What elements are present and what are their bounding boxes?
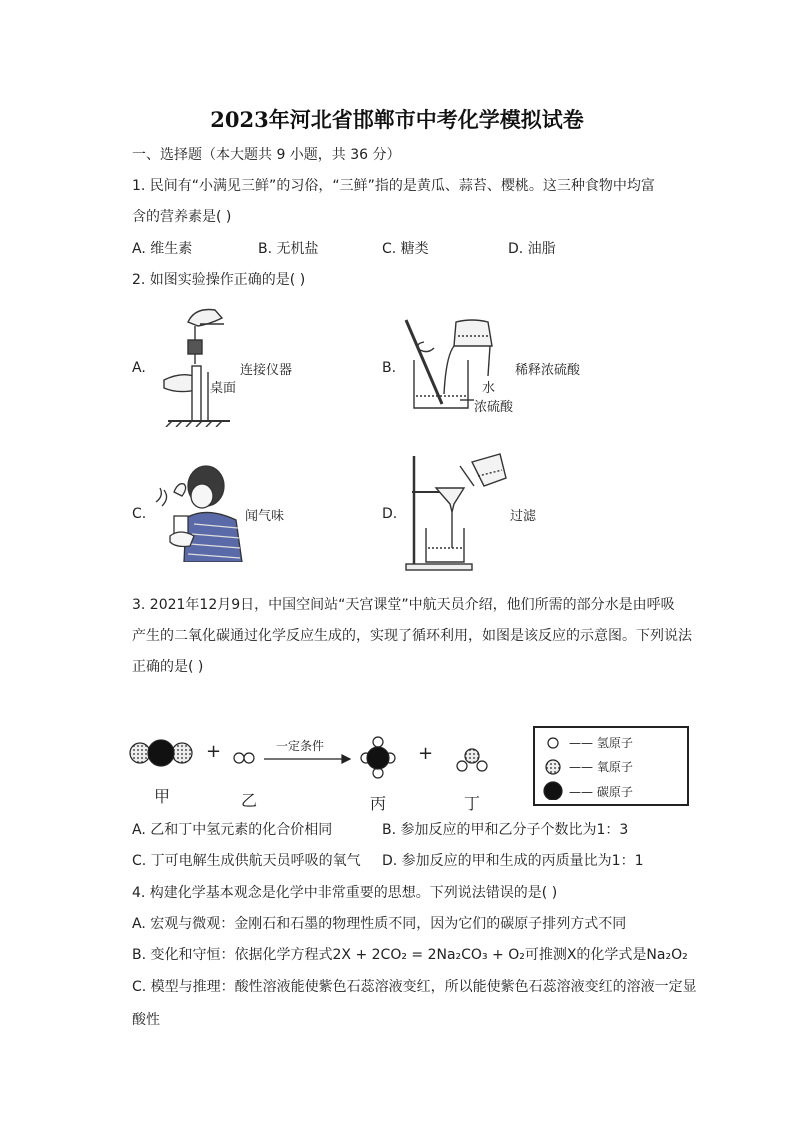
q1-stem-line1: 1. 民间有“小满见三鲜”的习俗，“三鲜”指的是黄瓜、蒜苔、樱桃。这三种食物中均富 (132, 178, 655, 194)
connect-apparatus-figure (160, 302, 250, 427)
q1-option-c: C. 糖类 (382, 241, 429, 257)
q4-option-a: A. 宏观与微观：金刚石和石墨的物理性质不同，因为它们的碳原子排列方式不同 (132, 916, 627, 932)
label-ding: 丁 (464, 794, 481, 813)
label-jia: 甲 (154, 787, 171, 806)
q2-c-caption: 闻气味 (245, 509, 285, 524)
q2-b-acid-label: 浓硫酸 (474, 400, 514, 415)
filtration-figure (402, 452, 512, 572)
ding-hydrogen-1 (457, 761, 467, 771)
q3-option-b: B. 参加反应的甲和乙分子个数比为1：3 (382, 822, 629, 838)
legend-oxygen: —— 氧原子 (569, 760, 633, 774)
plus-sign-2: + (418, 743, 434, 764)
q1-option-d: D. 油脂 (508, 241, 556, 257)
q1-option-b: B. 无机盐 (258, 241, 319, 257)
q3-stem-line2: 产生的二氧化碳通过化学反应生成的，实现了循环利用，如图是该反应的示意图。下列说法 (132, 628, 692, 644)
q3-option-d: D. 参加反应的甲和生成的丙质量比为1：1 (382, 853, 644, 869)
q3-stem-line1: 3. 2021年12月9日，中国空间站“天宫课堂”中航天员介绍，他们所需的部分水是由呼吸 (132, 597, 675, 613)
q1-option-a: A. 维生素 (132, 241, 193, 257)
page-title: 2023年河北省邯郸市中考化学模拟试卷 (210, 107, 584, 132)
q4-option-c-line2: 酸性 (132, 1012, 160, 1028)
ding-oxygen (465, 749, 479, 763)
q2-a-letter: A. (132, 360, 146, 376)
legend-hydrogen: —— 氢原子 (569, 736, 633, 750)
smell-gas-figure (150, 462, 245, 562)
jia-carbon (148, 740, 174, 766)
q3-stem-line3: 正确的是( ) (132, 659, 204, 675)
q4-option-c-line1: C. 模型与推理：酸性溶液能使紫色石蕊溶液变红，所以能使紫色石蕊溶液变红的溶液一定显 (132, 979, 697, 995)
q2-b-letter: B. (382, 360, 397, 376)
legend-carbon-icon (544, 782, 562, 800)
label-yi: 乙 (241, 791, 258, 810)
q4-stem: 4. 构建化学基本观念是化学中非常重要的思想。下列说法错误的是( ) (132, 885, 558, 901)
jia-oxygen-right (172, 743, 192, 763)
legend-oxygen-icon (546, 760, 560, 774)
q2-d-letter: D. (382, 506, 398, 522)
q2-d-caption: 过滤 (510, 509, 537, 524)
q2-b-water-label: 水 (482, 381, 496, 396)
section-heading: 一、选择题（本大题共 9 小题，共 36 分） (132, 147, 401, 163)
q3-option-a: A. 乙和丁中氢元素的化合价相同 (132, 822, 333, 838)
reaction-condition: 一定条件 (276, 739, 325, 753)
legend-hydrogen-icon (548, 738, 558, 748)
q2-a-table-label: 桌面 (210, 381, 237, 396)
label-bing: 丙 (370, 794, 387, 813)
atom-legend (533, 726, 689, 806)
q2-c-letter: C. (132, 506, 147, 522)
q2-a-caption: 连接仪器 (240, 363, 293, 378)
q2-stem: 2. 如图实验操作正确的是( ) (132, 272, 306, 288)
jia-oxygen-left (130, 743, 150, 763)
bing-carbon (367, 747, 389, 769)
q1-stem-line2: 含的营养素是( ) (132, 209, 232, 225)
yi-hydrogen-2 (244, 753, 254, 763)
legend-carbon: —— 碳原子 (569, 785, 633, 799)
q4-option-b: B. 变化和守恒：依据化学方程式2X + 2CO₂ = 2Na₂CO₃ + O₂可推测X的化学式是Na₂O₂ (132, 947, 688, 963)
plus-sign-1: + (206, 741, 222, 762)
yi-hydrogen-1 (234, 753, 244, 763)
q2-b-caption: 稀释浓硫酸 (515, 363, 581, 378)
bing-hydrogen-top (373, 737, 383, 747)
reaction-diagram (128, 720, 528, 790)
q3-option-c: C. 丁可电解生成供航天员呼吸的氧气 (132, 853, 361, 869)
ding-hydrogen-2 (477, 761, 487, 771)
